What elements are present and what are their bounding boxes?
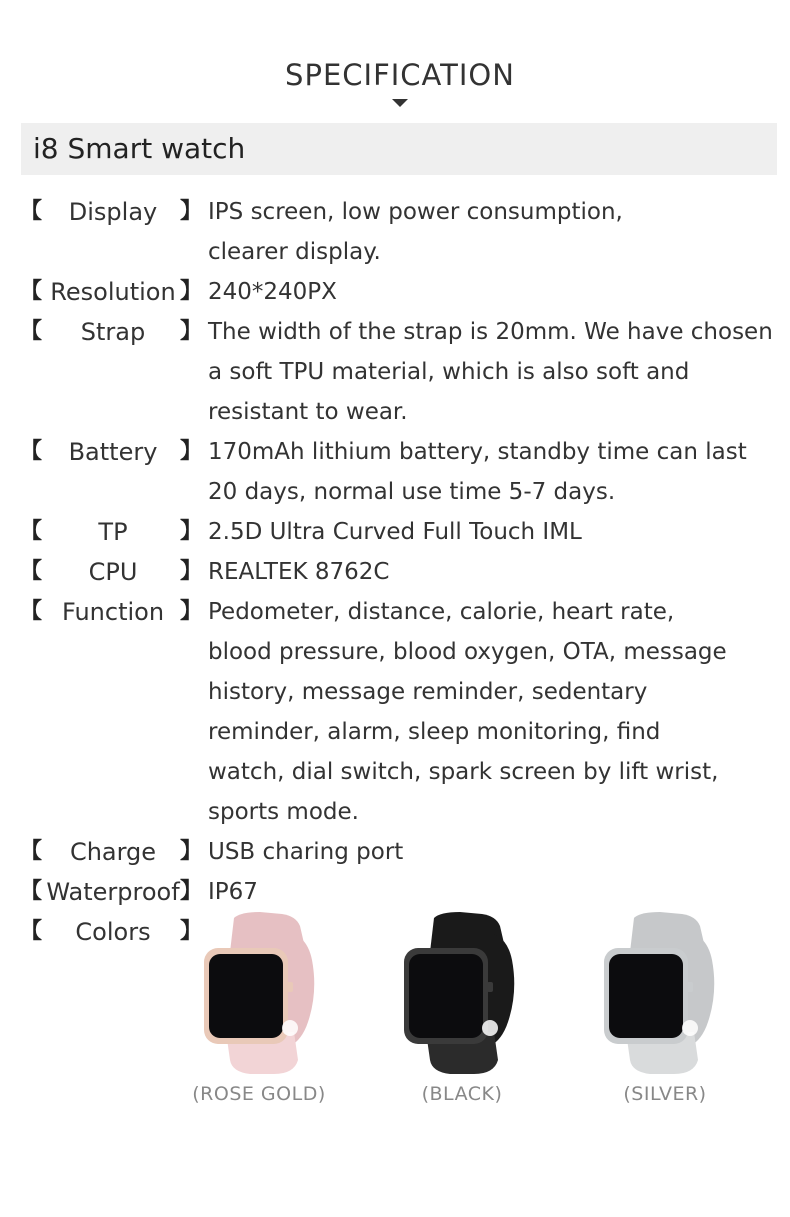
spec-value: REALTEK 8762C: [208, 559, 390, 585]
spec-label: Battery: [68, 438, 158, 466]
watch-icon: [190, 912, 330, 1082]
close-bracket: 】: [180, 839, 203, 864]
spec-label: Waterproof: [46, 878, 180, 906]
spec-label: Function: [61, 598, 165, 626]
open-bracket: 【: [20, 839, 43, 864]
close-bracket: 】: [180, 439, 203, 464]
close-bracket: 】: [180, 599, 203, 624]
color-label-black: (BLACK): [421, 1083, 503, 1105]
caret-down-icon: [392, 99, 408, 107]
color-label-rose-gold: (ROSE GOLD): [192, 1083, 326, 1105]
product-title-bar: [21, 123, 777, 175]
spec-label: TP: [98, 518, 128, 546]
watch-button: [482, 1020, 498, 1036]
watch-screen: [609, 954, 683, 1038]
spec-row-tp: [0, 512, 790, 552]
spec-label: Resolution: [50, 278, 176, 306]
open-bracket: 【: [20, 879, 43, 904]
spec-value: IPS screen, low power consumption, clearer display.: [208, 199, 623, 265]
watch-image-black: [390, 912, 530, 1082]
open-bracket: 【: [20, 519, 43, 544]
spec-row-charge: [0, 832, 790, 872]
close-bracket: 】: [180, 519, 203, 544]
color-options: [0, 912, 790, 1112]
color-label-silver: (SILVER): [623, 1083, 707, 1105]
spec-row-strap: [0, 312, 790, 432]
spec-value: 170mAh lithium battery, standby time can last 20 days, normal use time 5-7 days.: [208, 439, 747, 505]
close-bracket: 】: [180, 919, 203, 944]
watch-crown: [687, 982, 693, 992]
spec-row-function: [0, 592, 790, 832]
open-bracket: 【: [20, 439, 43, 464]
watch-image-rose-gold: [190, 912, 330, 1082]
watch-icon: [590, 912, 730, 1082]
watch-image-silver: [590, 912, 730, 1082]
close-bracket: 】: [180, 319, 203, 344]
close-bracket: 】: [180, 199, 203, 224]
open-bracket: 【: [20, 199, 43, 224]
spec-row-display: [0, 192, 790, 272]
section-heading: SPECIFICATION: [285, 58, 515, 92]
spec-value: 2.5D Ultra Curved Full Touch IML: [208, 519, 582, 545]
open-bracket: 【: [20, 919, 43, 944]
spec-value: USB charing port: [208, 839, 404, 865]
open-bracket: 【: [20, 319, 43, 344]
open-bracket: 【: [20, 279, 43, 304]
close-bracket: 】: [180, 559, 203, 584]
spec-value: The width of the strap is 20mm. We have chosen a soft TPU material, which is also soft and resistant to wear.: [208, 319, 773, 425]
watch-button: [282, 1020, 298, 1036]
spec-value: Pedometer, distance, calorie, heart rate, blood pressure, blood oxygen, OTA, message history, message reminder, sedentary reminder, alarm, sleep monitoring, find watch, dial switch, spark screen by lift wrist, sports mode.: [208, 599, 727, 825]
spec-value: 240*240PX: [208, 279, 337, 305]
product-title: i8 Smart watch: [33, 132, 246, 165]
close-bracket: 】: [180, 879, 203, 904]
watch-crown: [487, 982, 493, 992]
spec-label: Strap: [80, 318, 146, 346]
watch-icon: [390, 912, 530, 1082]
watch-crown: [287, 982, 293, 992]
open-bracket: 【: [20, 599, 43, 624]
spec-row-battery: [0, 432, 790, 512]
open-bracket: 【: [20, 559, 43, 584]
spec-value: IP67: [208, 879, 258, 905]
spec-label: Charge: [69, 838, 157, 866]
watch-screen: [409, 954, 483, 1038]
close-bracket: 】: [180, 279, 203, 304]
spec-label: CPU: [88, 558, 138, 586]
watch-screen: [209, 954, 283, 1038]
spec-label: Colors: [75, 918, 151, 946]
spec-row-cpu: [0, 552, 790, 592]
spec-list: [0, 192, 790, 952]
spec-label: Display: [68, 198, 158, 226]
spec-row-waterproof: [0, 872, 790, 912]
watch-button: [682, 1020, 698, 1036]
spec-row-resolution: [0, 272, 790, 312]
